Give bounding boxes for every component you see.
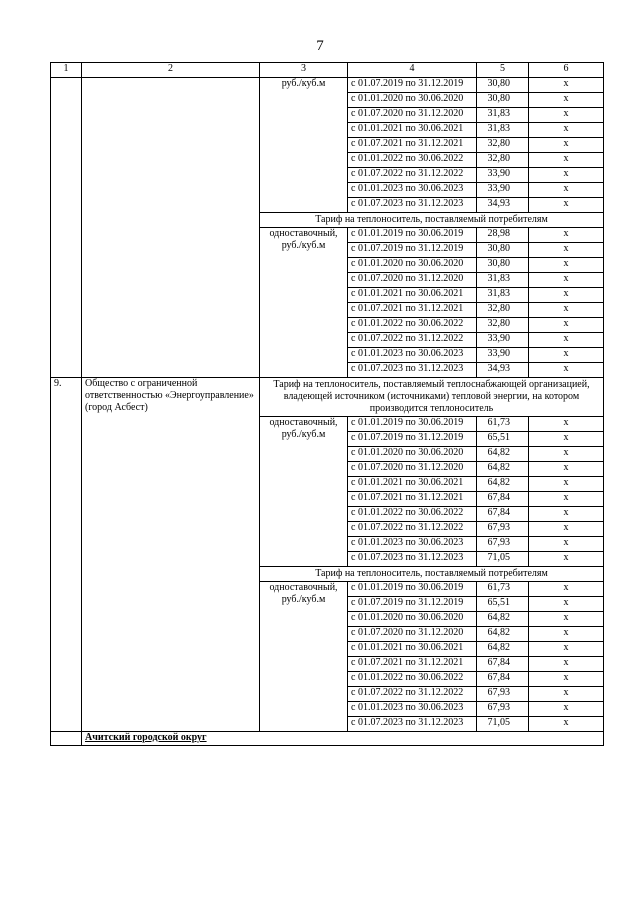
tariff-period: с 01.07.2020 по 31.12.2020	[348, 108, 477, 123]
tariff-value: 67,93	[477, 702, 529, 717]
tariff-period: с 01.07.2023 по 31.12.2023	[348, 198, 477, 213]
tariff-value: 67,93	[477, 522, 529, 537]
tariff-mark: х	[529, 228, 604, 243]
tariff-mark: х	[529, 258, 604, 273]
tariff-mark: х	[529, 507, 604, 522]
tariff-unit: одноставочный, руб./куб.м	[260, 417, 348, 567]
tariff-value: 64,82	[477, 447, 529, 462]
tariff-period: с 01.07.2020 по 31.12.2020	[348, 627, 477, 642]
org-number: 9.	[51, 378, 82, 732]
tariff-period: с 01.01.2019 по 30.06.2019	[348, 228, 477, 243]
tariff-value: 30,80	[477, 243, 529, 258]
district-heading: Ачитский городской округ	[82, 732, 604, 746]
org-name: Общество с ограниченной ответственностью «Энергоуправление» (город Асбест)	[82, 378, 260, 732]
column-number: 5	[477, 63, 529, 78]
tariff-mark: х	[529, 168, 604, 183]
tariff-value: 31,83	[477, 123, 529, 138]
tariff-value: 67,84	[477, 492, 529, 507]
tariff-value: 34,93	[477, 198, 529, 213]
tariff-value: 32,80	[477, 153, 529, 168]
tariff-mark: х	[529, 432, 604, 447]
tariff-value: 31,83	[477, 273, 529, 288]
column-number: 3	[260, 63, 348, 78]
column-number: 1	[51, 63, 82, 78]
page-number: 7	[316, 38, 324, 54]
tariff-value: 32,80	[477, 138, 529, 153]
tariff-value: 31,83	[477, 108, 529, 123]
tariff-period: с 01.01.2020 по 30.06.2020	[348, 93, 477, 108]
tariff-value: 64,82	[477, 642, 529, 657]
tariff-period: с 01.07.2023 по 31.12.2023	[348, 552, 477, 567]
tariff-period: с 01.01.2020 по 30.06.2020	[348, 258, 477, 273]
tariff-mark: х	[529, 477, 604, 492]
tariff-value: 61,73	[477, 417, 529, 432]
tariff-period: с 01.07.2019 по 31.12.2019	[348, 597, 477, 612]
tariff-mark: х	[529, 642, 604, 657]
tariff-period: с 01.07.2019 по 31.12.2019	[348, 432, 477, 447]
tariff-mark: х	[529, 687, 604, 702]
tariff-mark: х	[529, 492, 604, 507]
tariff-period: с 01.07.2022 по 31.12.2022	[348, 522, 477, 537]
tariff-mark: х	[529, 702, 604, 717]
tariff-period: с 01.01.2020 по 30.06.2020	[348, 612, 477, 627]
tariff-mark: х	[529, 78, 604, 93]
tariff-period: с 01.01.2022 по 30.06.2022	[348, 153, 477, 168]
tariff-section-title: Тариф на теплоноситель, поставляемый теплоснабжающей организацией, владеющей источником (источниками) тепловой энергии, на котором производится теплоноситель	[260, 378, 604, 417]
tariff-value: 65,51	[477, 432, 529, 447]
tariff-value: 30,80	[477, 78, 529, 93]
tariff-table-body	[51, 63, 604, 746]
tariff-mark: х	[529, 552, 604, 567]
tariff-unit: одноставочный, руб./куб.м	[260, 228, 348, 378]
tariff-mark: х	[529, 612, 604, 627]
tariff-section-title: Тариф на теплоноситель, поставляемый потребителям	[260, 213, 604, 228]
tariff-mark: х	[529, 447, 604, 462]
tariff-section-title: Тариф на теплоноситель, поставляемый потребителям	[260, 567, 604, 582]
tariff-period: с 01.07.2022 по 31.12.2022	[348, 687, 477, 702]
tariff-value: 30,80	[477, 258, 529, 273]
tariff-mark: х	[529, 288, 604, 303]
tariff-period: с 01.01.2021 по 30.06.2021	[348, 288, 477, 303]
tariff-period: с 01.01.2021 по 30.06.2021	[348, 642, 477, 657]
org-name-cell	[82, 78, 260, 378]
tariff-period: с 01.01.2020 по 30.06.2020	[348, 447, 477, 462]
tariff-value: 33,90	[477, 348, 529, 363]
tariff-mark: х	[529, 303, 604, 318]
column-number: 4	[348, 63, 477, 78]
tariff-period: с 01.07.2021 по 31.12.2021	[348, 492, 477, 507]
tariff-value: 67,93	[477, 537, 529, 552]
tariff-mark: х	[529, 672, 604, 687]
tariff-value: 33,90	[477, 168, 529, 183]
tariff-period: с 01.01.2022 по 30.06.2022	[348, 318, 477, 333]
tariff-mark: х	[529, 597, 604, 612]
tariff-value: 65,51	[477, 597, 529, 612]
tariff-period: с 01.07.2020 по 31.12.2020	[348, 273, 477, 288]
tariff-mark: х	[529, 462, 604, 477]
tariff-value: 61,73	[477, 582, 529, 597]
tariff-mark: х	[529, 582, 604, 597]
tariff-value: 64,82	[477, 477, 529, 492]
tariff-period: с 01.07.2022 по 31.12.2022	[348, 333, 477, 348]
tariff-value: 33,90	[477, 183, 529, 198]
tariff-period: с 01.01.2021 по 30.06.2021	[348, 123, 477, 138]
tariff-mark: х	[529, 522, 604, 537]
tariff-period: с 01.07.2022 по 31.12.2022	[348, 168, 477, 183]
tariff-period: с 01.01.2023 по 30.06.2023	[348, 537, 477, 552]
tariff-mark: х	[529, 627, 604, 642]
tariff-mark: х	[529, 657, 604, 672]
tariff-period: с 01.01.2022 по 30.06.2022	[348, 507, 477, 522]
tariff-period: с 01.07.2019 по 31.12.2019	[348, 243, 477, 258]
tariff-mark: х	[529, 108, 604, 123]
tariff-value: 71,05	[477, 717, 529, 732]
tariff-value: 33,90	[477, 333, 529, 348]
table-row	[51, 378, 604, 417]
empty-cell	[51, 732, 82, 746]
tariff-period: с 01.01.2022 по 30.06.2022	[348, 672, 477, 687]
tariff-mark: х	[529, 183, 604, 198]
tariff-period: с 01.01.2019 по 30.06.2019	[348, 582, 477, 597]
table-row	[51, 732, 604, 746]
tariff-unit: руб./куб.м	[260, 78, 348, 213]
tariff-mark: х	[529, 198, 604, 213]
org-number-cell	[51, 78, 82, 378]
tariff-period: с 01.01.2023 по 30.06.2023	[348, 348, 477, 363]
column-number: 2	[82, 63, 260, 78]
tariff-period: с 01.07.2023 по 31.12.2023	[348, 717, 477, 732]
tariff-mark: х	[529, 318, 604, 333]
tariff-mark: х	[529, 363, 604, 378]
tariff-value: 64,82	[477, 612, 529, 627]
column-number: 6	[529, 63, 604, 78]
tariff-mark: х	[529, 333, 604, 348]
tariff-period: с 01.01.2019 по 30.06.2019	[348, 417, 477, 432]
tariff-value: 67,84	[477, 672, 529, 687]
tariff-value: 32,80	[477, 318, 529, 333]
tariff-value: 64,82	[477, 627, 529, 642]
tariff-value: 31,83	[477, 288, 529, 303]
tariff-mark: х	[529, 348, 604, 363]
tariff-period: с 01.07.2020 по 31.12.2020	[348, 462, 477, 477]
tariff-period: с 01.01.2021 по 30.06.2021	[348, 477, 477, 492]
tariff-value: 67,93	[477, 687, 529, 702]
tariff-mark: х	[529, 273, 604, 288]
tariff-value: 32,80	[477, 303, 529, 318]
tariff-value: 71,05	[477, 552, 529, 567]
tariff-period: с 01.07.2021 по 31.12.2021	[348, 303, 477, 318]
tariff-period: с 01.07.2019 по 31.12.2019	[348, 78, 477, 93]
column-number-row	[51, 63, 604, 78]
tariff-mark: х	[529, 537, 604, 552]
tariff-value: 28,98	[477, 228, 529, 243]
tariff-mark: х	[529, 93, 604, 108]
tariff-period: с 01.07.2021 по 31.12.2021	[348, 138, 477, 153]
tariff-period: с 01.01.2023 по 30.06.2023	[348, 702, 477, 717]
tariff-value: 67,84	[477, 657, 529, 672]
tariff-unit: одноставочный, руб./куб.м	[260, 582, 348, 732]
table-row	[51, 78, 604, 93]
tariff-mark: х	[529, 417, 604, 432]
tariff-value: 64,82	[477, 462, 529, 477]
tariff-mark: х	[529, 243, 604, 258]
tariff-period: с 01.01.2023 по 30.06.2023	[348, 183, 477, 198]
tariff-period: с 01.07.2023 по 31.12.2023	[348, 363, 477, 378]
tariff-period: с 01.07.2021 по 31.12.2021	[348, 657, 477, 672]
tariff-value: 30,80	[477, 93, 529, 108]
tariff-mark: х	[529, 717, 604, 732]
tariff-value: 67,84	[477, 507, 529, 522]
tariff-mark: х	[529, 153, 604, 168]
tariff-table	[50, 62, 604, 746]
tariff-mark: х	[529, 123, 604, 138]
tariff-value: 34,93	[477, 363, 529, 378]
tariff-mark: х	[529, 138, 604, 153]
